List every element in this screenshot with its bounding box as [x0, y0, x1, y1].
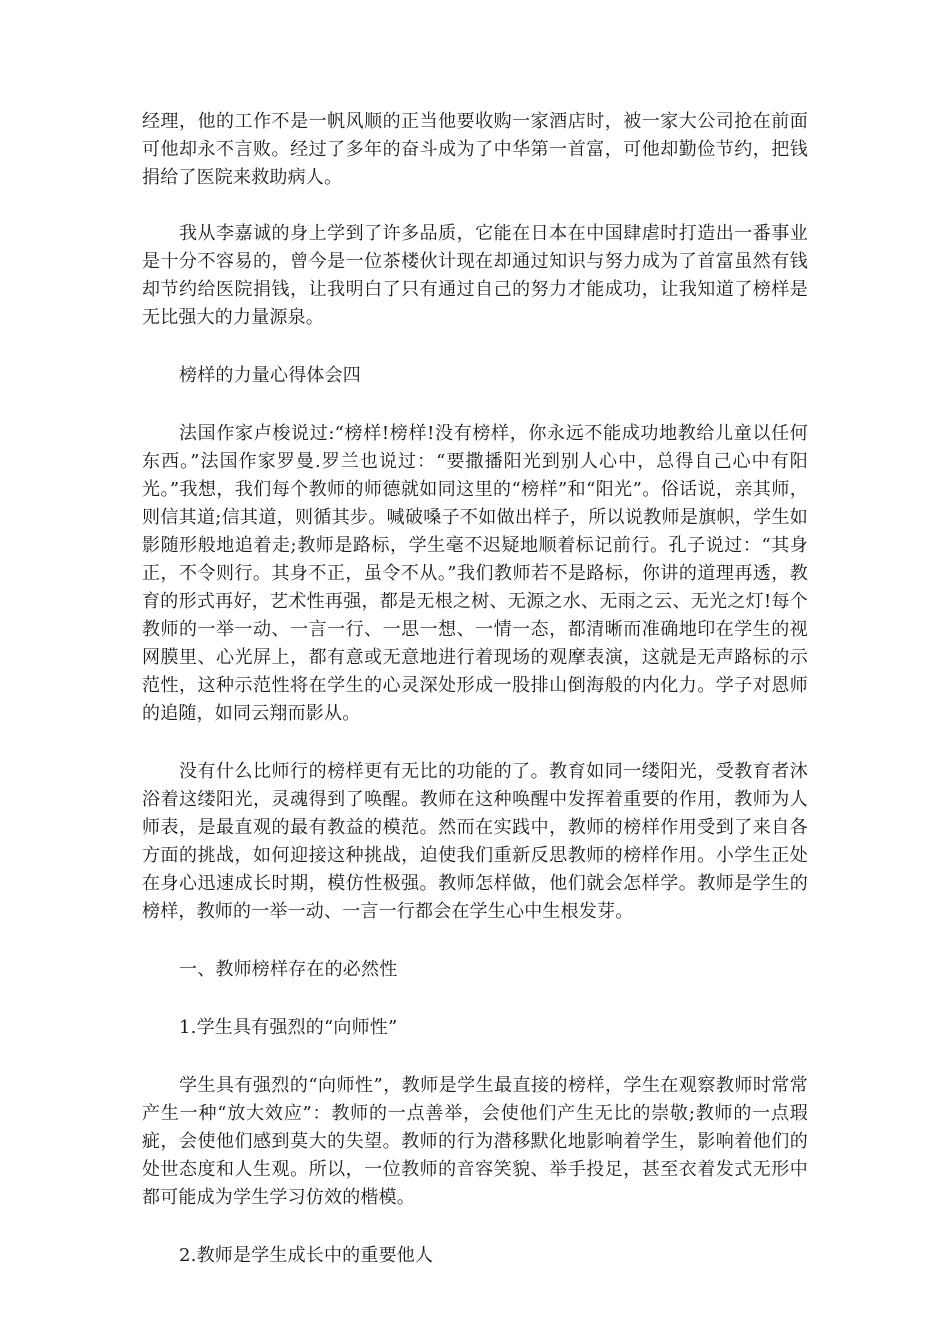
paragraph-li-jiacheng-lessons: 我从李嘉诚的身上学到了许多品质，它能在日本在中国肆虐时打造出一番事业是十分不容易的，曾今是一位茶楼伙计现在却通过知识与努力成为了首富虽然有钱却节约给医院捐钱，让我明白了只有通过自己的努力才能成功，让我知道了榜样是无比强大的力量源泉。 [142, 223, 808, 328]
subheading-significant-other: 2.教师是学生成长中的重要他人 [179, 1245, 434, 1266]
subheading-student-orientation: 1.学生具有强烈的“向师性” [179, 1017, 398, 1038]
paragraph-amplification-effect: 学生具有强烈的“向师性”，教师是学生最直接的榜样，学生在观察教师时常常产生一种“放大效应”：教师的一点善举，会使他们产生无比的崇敬;教师的一点瑕疵，会使他们感到莫大的失望。教师的行为潜移默化地影响着学生，影响着他们的处世态度和人生观。所以，一位教师的音容笑貌、举手投足，甚至衣着发式无形中都可能成为学生学习仿效的楷模。 [142, 1075, 808, 1208]
section-heading-essay-four: 榜样的力量心得体会四 [179, 365, 361, 386]
paragraph-teacher-role-model: 没有什么比师行的榜样更有无比的功能的了。教育如同一缕阳光，受教育者沐浴着这缕阳光，灵魂得到了唤醒。教师在这种唤醒中发挥着重要的作用，教师为人师表，是最直观的最有教益的模范。然而在实践中，教师的榜样作用受到了来自各方面的挑战，如何迎接这种挑战，迫使我们重新反思教师的榜样作用。小学生正处在身心迅速成长时期，模仿性极强。教师怎样做，他们就会怎样学。教师是学生的榜样，教师的一举一动、一言一行都会在学生心中生根发芽。 [142, 761, 808, 922]
heading-necessity-of-role-model: 一、教师榜样存在的必然性 [179, 959, 398, 980]
paragraph-li-jiacheng-story-end: 经理，他的工作不是一帆风顺的正当他要收购一家酒店时，被一家大公司抢在前面可他却永不言败。经过了多年的奋斗成为了中华第一首富，可他却勤俭节约，把钱捐给了医院来救助病人。 [142, 111, 808, 188]
paragraph-rousseau-quote: 法国作家卢梭说过:“榜样!榜样!没有榜样，你永远不能成功地教给儿童以任何东西。”法国作家罗曼.罗兰也说过：“要撒播阳光到别人心中，总得自己心中有阳光。”我想，我们每个教师的师德就如同这里的“榜样”和“阳光”。俗话说，亲其师，则信其道;信其道，则循其步。喊破嗓子不如做出样子，所以说教师是旗帜，学生如影随形般地追着走;教师是路标，学生毫不迟疑地顺着标记前行。孔子说过：“其身正，不令则行。其身不正，虽令不从。”我们教师若不是路标，你讲的道理再透，教育的形式再好，艺术性再强，都是无根之树、无源之水、无雨之云、无光之灯!每个教师的一举一动、一言一行、一思一想、一情一态，都清晰而准确地印在学生的视网膜里、心光屏上，都有意或无意地进行着现场的观摩表演，这就是无声路标的示范性，这种示范性将在学生的心灵深处形成一股排山倒海般的内化力。学子对恩师的追随，如同云翔而影从。 [142, 423, 808, 724]
document-body [142, 108, 808, 1270]
